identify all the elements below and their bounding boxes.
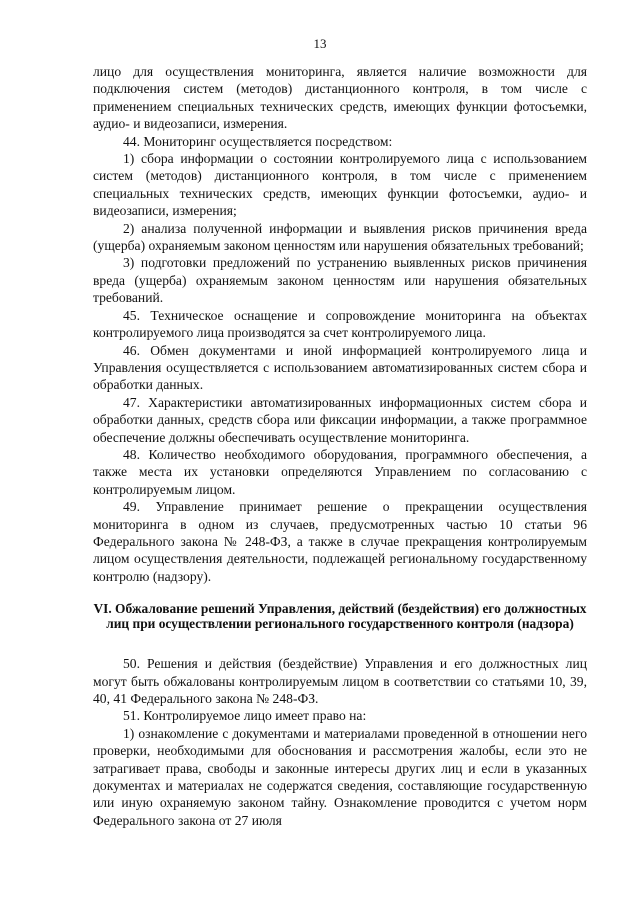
paragraph-47: 47. Характеристики автоматизированных информационных систем сбора и обработки данных, средств сбора или фиксации информации, а также программное обеспечение должны обеспечивать осуществление мониторинга. <box>93 394 587 445</box>
list-item-51-1: 1) ознакомление с документами и материалами проведенной в отношении него проверки, необходимыми для обоснования и рассмотрения жалобы, если это не затрагивает права, свободы и законные интересы других лиц и если в указанных документах и материалах не содержатся сведения, составляющие государственную или иную охраняемую законом тайну. Ознакомление проводится с учетом норм Федерального закона от 27 июля <box>93 725 587 828</box>
paragraph-51: 51. Контролируемое лицо имеет право на: <box>123 708 367 724</box>
page-number: 13 <box>313 36 327 51</box>
paragraph-continuation: лицо для осуществления мониторинга, является наличие возможности для подключения систем (методов) дистанционного контроля, в том числе с применением специальных технических средств, имеющих функции фотосъемки, аудио- и видеозаписи, измерения. <box>93 64 587 132</box>
list-item-44-1: 1) сбора информации о состоянии контролируемого лица с использованием систем (методов) дистанционного контроля, в том числе с применением специальных технических средств, имеющих функции фотосъемки, аудио- и видеозаписи, измерения; <box>93 151 587 219</box>
section-heading: VI. Обжалование решений Управления, действий (бездействия) его должностных лиц при осуществлении регионального государственного контроля (надзора) <box>93 601 587 632</box>
paragraph-50: 50. Решения и действия (бездействие) Управления и его должностных лиц могут быть обжалованы контролируемым лицом в соответствии со статьями 10, 39, 40, 41 Федерального закона № 248-ФЗ. <box>93 656 587 706</box>
paragraph-45: 45. Техническое оснащение и сопровождение мониторинга на объектах контролируемого лица производятся за счет контролируемого лица. <box>93 307 587 341</box>
paragraph-48: 48. Количество необходимого оборудования, программного обеспечения, а также места их установки определяются Управлением по согласованию с контролируемым лицом. <box>93 446 587 497</box>
paragraph-49: 49. Управление принимает решение о прекращении осуществления мониторинга в одном из случаев, предусмотренных частью 10 статьи 96 Федерального закона № 248-ФЗ, а также в случае прекращения контролируемым лицом осуществления деятельности, подлежащей региональному государственному контролю (надзору). <box>93 499 587 584</box>
paragraph-44: 44. Мониторинг осуществляется посредством: <box>123 133 393 149</box>
paragraph-46: 46. Обмен документами и иной информацией контролируемого лица и Управления осуществляется с использованием автоматизированных систем сбора и обработки данных. <box>93 342 587 393</box>
list-item-44-3: 3) подготовки предложений по устранению выявленных рисков причинения вреда (ущерба) охраняемым законом ценностям или нарушения обязательных требований. <box>93 255 587 306</box>
document-body <box>93 63 587 829</box>
list-item-44-2: 2) анализа полученной информации и выявления рисков причинения вреда (ущерба) охраняемым законом ценностям или нарушения обязательных требований; <box>93 220 587 254</box>
